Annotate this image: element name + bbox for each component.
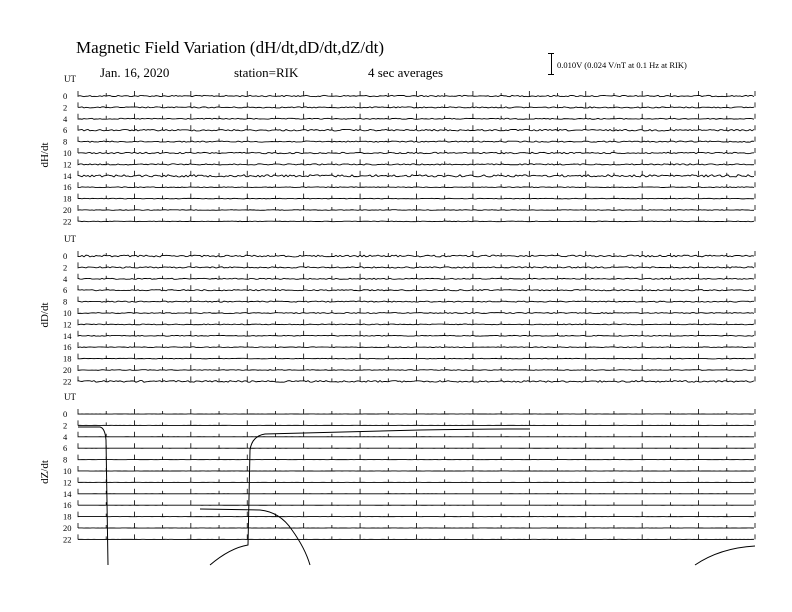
trace-line bbox=[78, 198, 754, 199]
scale-bar-icon bbox=[548, 53, 554, 75]
row-label: 8 bbox=[63, 454, 68, 465]
row-label: 0 bbox=[63, 91, 68, 101]
row-label: 2 bbox=[63, 420, 68, 431]
row-label: 0 bbox=[63, 409, 68, 419]
row-label: 4 bbox=[63, 431, 68, 442]
row-label: 18 bbox=[63, 511, 72, 522]
row-label: 10 bbox=[63, 308, 72, 318]
row-label: 22 bbox=[63, 534, 72, 545]
row-label: 20 bbox=[63, 523, 72, 533]
panel-ylabel: dD/dt bbox=[39, 302, 51, 328]
dz-trace-excursion bbox=[210, 429, 530, 565]
row-label: 6 bbox=[63, 443, 68, 454]
trace-line bbox=[78, 118, 754, 119]
panel-ylabel: dZ/dt bbox=[39, 460, 51, 484]
averaging-label: 4 sec averages bbox=[368, 65, 444, 80]
trace-line bbox=[78, 175, 754, 177]
trace-line bbox=[78, 107, 754, 108]
trace-line bbox=[78, 358, 754, 359]
ut-axis-label: UT bbox=[64, 74, 76, 84]
station-label: station=RIK bbox=[234, 65, 299, 80]
row-label: 2 bbox=[63, 262, 68, 273]
row-label: 14 bbox=[63, 330, 72, 341]
date-label: Jan. 16, 2020 bbox=[100, 65, 170, 80]
row-label: 22 bbox=[63, 376, 72, 387]
row-label: 4 bbox=[63, 113, 68, 124]
trace-line bbox=[78, 164, 754, 165]
trace-line bbox=[78, 210, 754, 211]
trace-line bbox=[78, 129, 754, 131]
chart-title: Magnetic Field Variation (dH/dt,dD/dt,dZ/dt) bbox=[76, 38, 385, 57]
trace-line bbox=[78, 313, 754, 314]
row-label: 8 bbox=[63, 296, 68, 307]
scale-label: 0.010V (0.024 V/nT at 0.1 Hz at RIK) bbox=[557, 60, 687, 70]
row-label: 18 bbox=[63, 193, 72, 204]
trace-line bbox=[78, 267, 754, 268]
trace-line bbox=[78, 290, 754, 291]
row-label: 18 bbox=[63, 353, 72, 364]
trace-line bbox=[78, 278, 754, 279]
panel-dh-dt bbox=[78, 91, 755, 222]
trace-line bbox=[78, 324, 754, 325]
trace-line bbox=[78, 141, 754, 142]
row-label: 8 bbox=[63, 136, 68, 147]
row-label: 6 bbox=[63, 285, 68, 296]
dz-trace-excursion bbox=[200, 509, 310, 565]
trace-line bbox=[78, 370, 754, 371]
trace-line bbox=[78, 152, 754, 153]
trace-line bbox=[78, 255, 754, 257]
panel-dd-dt bbox=[78, 251, 755, 382]
row-label: 20 bbox=[63, 365, 72, 375]
row-label: 12 bbox=[63, 159, 72, 170]
row-label: 12 bbox=[63, 477, 72, 488]
row-label: 4 bbox=[63, 273, 68, 284]
row-label: 16 bbox=[63, 342, 72, 353]
row-label: 6 bbox=[63, 125, 68, 136]
row-label: 12 bbox=[63, 319, 72, 330]
trace-line bbox=[78, 381, 754, 383]
trace-line bbox=[78, 335, 754, 336]
trace-line bbox=[78, 221, 754, 222]
row-label: 14 bbox=[63, 488, 72, 499]
row-label: 0 bbox=[63, 251, 68, 261]
dz-trace-excursion bbox=[695, 546, 755, 565]
trace-line bbox=[78, 95, 754, 96]
row-label: 20 bbox=[63, 205, 72, 215]
row-label: 22 bbox=[63, 216, 72, 227]
row-label: 10 bbox=[63, 148, 72, 158]
row-label: 16 bbox=[63, 500, 72, 511]
panel-ylabel: dH/dt bbox=[39, 142, 51, 168]
row-label: 14 bbox=[63, 170, 72, 181]
trace-line bbox=[78, 187, 754, 188]
panel-dz-dt bbox=[78, 409, 755, 539]
ut-axis-label: UT bbox=[64, 392, 76, 402]
row-label: 16 bbox=[63, 182, 72, 193]
dz-trace-excursion bbox=[78, 427, 108, 565]
trace-line bbox=[78, 347, 754, 348]
ut-axis-label: UT bbox=[64, 234, 76, 244]
trace-line bbox=[78, 301, 754, 302]
row-label: 10 bbox=[63, 466, 72, 476]
row-label: 2 bbox=[63, 102, 68, 113]
